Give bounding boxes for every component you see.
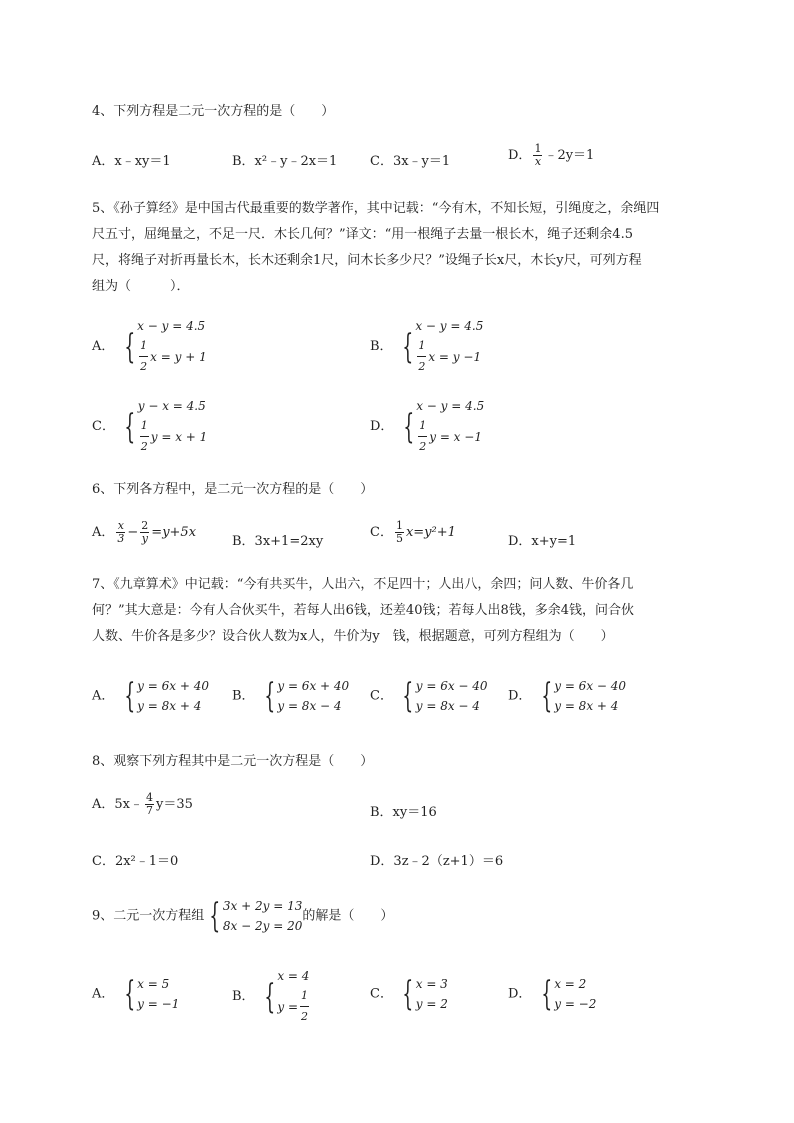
brace-icon: { [540, 676, 552, 716]
minus-sign: − [127, 525, 139, 540]
q4-option-c: C．3x﹣y＝1 [370, 154, 451, 169]
q7-option-d [508, 676, 626, 716]
fraction-numerator: x [117, 519, 124, 532]
stem-line: 何？”其大意是：今有人合伙买牛，若每人出6钱，还差40钱；若每人出8钱，多余4钱，问合伙 [92, 603, 635, 618]
brace-icon: { [124, 406, 136, 447]
fraction-denominator: 2 [418, 360, 426, 373]
question-5-stem [92, 196, 732, 300]
equation-system [119, 974, 180, 1014]
equation: y = 6x + 40 [137, 679, 209, 693]
q8-option-c: C．2x²﹣1＝0 [92, 854, 179, 869]
q9-option-a [92, 974, 179, 1014]
equation: y = 8x + 4 [554, 699, 619, 713]
fraction-denominator: 2 [419, 440, 427, 453]
brace-icon: { [123, 974, 135, 1014]
question-6-stem: 6、下列各方程中，是二元一次方程的是（ ） [92, 482, 374, 497]
question-9-stem [92, 896, 393, 936]
q4-option-b: B．x²﹣y﹣2x＝1 [232, 154, 338, 169]
option-label: C． [370, 525, 393, 540]
equation-system [119, 396, 207, 457]
q8-option-b: B．xy＝16 [370, 805, 437, 820]
equation: y = 8x − 4 [277, 699, 342, 713]
fraction-denominator: 7 [146, 804, 153, 817]
fraction [533, 143, 542, 168]
brace-icon: { [540, 974, 552, 1014]
equation-system [397, 316, 484, 377]
equation-system [259, 966, 311, 1027]
stem-line: 尺五寸，屈绳量之，不足一尺．木长几何？”译文：“用一根绳子去量一根长木，绳子还剩余4.5 [92, 227, 633, 242]
stem-line: 7、《九章算术》中记载：“今有共买牛，人出六，不足四十；人出八，余四；问人数、牛价各几 [92, 577, 634, 592]
equation-system [397, 974, 448, 1014]
equation: y = x −1 [429, 429, 482, 444]
fraction [395, 520, 404, 545]
option-label: A．5x﹣ [92, 797, 143, 812]
fraction-numerator: 4 [146, 791, 153, 804]
option-label: C． [370, 688, 393, 704]
option-label: D． [370, 419, 394, 434]
equation: y = [277, 999, 298, 1014]
stem-line: 尺，将绳子对折再量长木，长木还剩余1尺，问木长多少尺？”设绳子长x尺，木长y尺，可列方程 [92, 253, 642, 268]
equation-system [119, 316, 207, 377]
equation: x − y = 4.5 [137, 319, 206, 333]
equation: 8x − 2y = 20 [222, 919, 303, 933]
fraction [140, 416, 149, 457]
equation: 3x + 2y = 13 [222, 899, 303, 913]
q9-option-b [232, 966, 311, 1027]
equation-system [536, 974, 597, 1014]
fraction-denominator: y [141, 532, 148, 545]
equation: y − x = 4.5 [137, 399, 206, 413]
equation-system [259, 676, 349, 716]
fraction [145, 792, 154, 817]
brace-icon: { [402, 974, 414, 1014]
equation-system [398, 396, 485, 457]
equation: y = 6x + 40 [277, 679, 350, 693]
equation: x = 5 [137, 977, 170, 991]
equation: y = 8x + 4 [137, 699, 202, 713]
equation: y = 8x − 4 [415, 699, 480, 713]
option-label: A． [92, 986, 115, 1002]
fraction [116, 520, 125, 545]
fraction-numerator: 1 [139, 336, 148, 357]
q5-option-c [92, 396, 207, 457]
q6-option-b: B．3x+1=2xy [232, 534, 324, 549]
fraction-denominator: x [534, 155, 542, 168]
option-rest: y＝35 [156, 797, 193, 812]
stem-line: 组为（ ）． [92, 279, 190, 294]
equation: x = 2 [554, 977, 587, 991]
equation: x − y = 4.5 [416, 399, 485, 413]
brace-icon: { [264, 976, 275, 1017]
fraction [140, 520, 149, 545]
option-label: D． [508, 148, 532, 163]
fraction-numerator: 1 [140, 416, 149, 437]
equation: x = y + 1 [150, 349, 207, 364]
question-4-stem: 4、下列方程是二元一次方程的是（ ） [92, 104, 335, 119]
equation: x = 4 [277, 969, 310, 983]
q4-option-a: A．x﹣xy＝1 [92, 154, 171, 169]
brace-icon: { [123, 326, 135, 367]
q8-option-d: D．3z﹣2（z+1）＝6 [370, 854, 504, 869]
equation: x = 3 [415, 977, 448, 991]
q4-option-d [508, 143, 594, 168]
fraction [139, 336, 148, 377]
stem-line: 人数、牛价各是多少？设合伙人数为x人，牛价为y 钱，根据题意，可列方程组为（ ） [92, 629, 614, 644]
option-label: C． [370, 986, 393, 1002]
fraction-numerator: 1 [300, 986, 309, 1007]
equation: y = 6x − 40 [554, 679, 627, 693]
q6-option-c [370, 520, 456, 545]
question-7-stem [92, 572, 732, 650]
fraction-numerator: 1 [395, 519, 403, 532]
fraction-denominator: 3 [117, 532, 125, 545]
equation-system [536, 676, 626, 716]
option-label: B． [232, 989, 255, 1004]
fraction-numerator: 2 [141, 519, 149, 532]
q7-option-c [370, 676, 488, 716]
fraction-denominator: 2 [140, 440, 148, 453]
brace-icon: { [209, 896, 221, 936]
q5-option-b [370, 316, 483, 377]
equation: y = 2 [415, 997, 448, 1011]
fraction [417, 336, 426, 377]
equation: x = y −1 [428, 349, 482, 364]
equation: x − y = 4.5 [415, 319, 484, 333]
equation-system [119, 676, 209, 716]
option-label: A． [92, 339, 115, 354]
brace-icon: { [123, 676, 135, 716]
equation: y = −2 [554, 997, 597, 1011]
q5-option-d [370, 396, 484, 457]
equation: y = x + 1 [150, 429, 208, 444]
q9-option-c [370, 974, 448, 1014]
question-8-stem: 8、观察下列方程其中是二元一次方程是（ ） [92, 754, 374, 769]
brace-icon: { [402, 406, 414, 447]
fraction-numerator: 1 [418, 416, 427, 437]
equation-system [397, 676, 487, 716]
option-label: C． [92, 419, 115, 434]
fraction [418, 416, 427, 457]
brace-icon: { [402, 676, 414, 716]
q8-option-a [92, 792, 193, 817]
equation: y = −1 [137, 997, 180, 1011]
option-label: B． [232, 688, 255, 704]
q7-option-a [92, 676, 209, 716]
stem-line: 5、《孙子算经》是中国古代最重要的数学著作，其中记载：“今有木，不知长短，引绳度之，余绳四 [92, 201, 660, 216]
fraction [300, 986, 309, 1027]
option-rest: ﹣2y＝1 [544, 148, 595, 163]
equation-system [204, 896, 302, 936]
q7-option-b [232, 676, 349, 716]
fraction-denominator: 2 [301, 1010, 308, 1023]
option-label: A． [92, 688, 115, 704]
equation: y = 6x − 40 [415, 679, 488, 693]
option-rest: =y+5x [151, 525, 197, 540]
option-label: D． [508, 688, 532, 704]
brace-icon: { [402, 326, 413, 367]
fraction-numerator: 1 [534, 142, 542, 155]
q6-option-a [92, 520, 196, 545]
fraction-denominator: 2 [140, 360, 148, 373]
option-label: A． [92, 525, 115, 540]
fraction-numerator: 1 [417, 336, 426, 357]
brace-icon: { [264, 676, 275, 716]
option-rest: x=y²+1 [405, 525, 456, 540]
stem-text: 9、二元一次方程组 [92, 908, 205, 924]
q5-option-a [92, 316, 207, 377]
q6-option-d: D．x+y=1 [508, 534, 577, 549]
fraction-denominator: 5 [395, 532, 403, 545]
option-label: D． [508, 986, 532, 1002]
stem-text: 的解是（ ） [302, 908, 394, 924]
option-label: B． [370, 339, 393, 354]
q9-option-d [508, 974, 596, 1014]
